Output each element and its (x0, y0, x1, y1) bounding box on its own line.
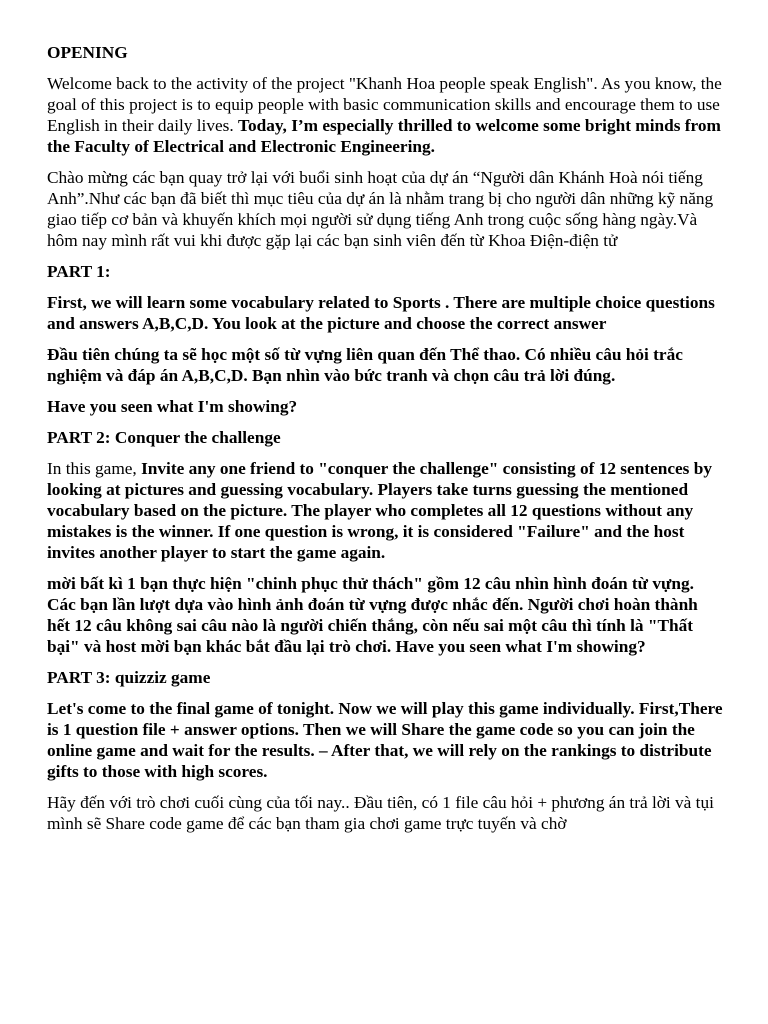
opening-intro-paragraph (47, 73, 725, 157)
part2-intro-bold-text: Invite any one friend to "conquer the challenge" consisting of 12 sentences by looking at pictures and guessing vocabulary. Players take turns guessing the mentioned vocabulary based on the picture. The player who completes all 12 questions without any mistakes is the winner. If one question is wrong, it is considered "Failure" and the host invites another player to start the game again. (47, 459, 712, 562)
opening-intro-bold-text: Today, I’m especially thrilled to welcome some bright minds from the Faculty of Electrical and Electronic Engineering. (47, 116, 721, 156)
part2-english-paragraph (47, 458, 725, 563)
opening-heading: OPENING (47, 43, 128, 62)
part1-vietnamese-paragraph: Đầu tiên chúng ta sẽ học một số từ vựng liên quan đến Thể thao. Có nhiều câu hỏi trắc nghiệm và đáp án A,B,C,D. Bạn nhìn vào bức tranh và chọn câu trả lời đúng. (47, 345, 683, 385)
part2-vietnamese-paragraph: mời bất kì 1 bạn thực hiện "chinh phục thử thách" gồm 12 câu nhìn hình đoán từ vựng. Các bạn lần lượt dựa vào hình ảnh đoán từ vựng được nhắc đến. Người chơi hoàn thành hết 12 câu không sai câu nào là người chiến thắng, còn nếu sai một câu thì tính là "Thất bại" và host mời bạn khác bắt đầu lại trò chơi. Have you seen what I'm showing? (47, 574, 698, 656)
part1-question: Have you seen what I'm showing? (47, 397, 298, 416)
opening-vietnamese-paragraph: Chào mừng các bạn quay trở lại với buổi sinh hoạt của dự án “Người dân Khánh Hoà nói tiếng Anh”.Như các bạn đã biết thì mục tiêu của dự án là nhằm trang bị cho người dân những kỹ năng giao tiếp cơ bản và khuyến khích mọi người sử dụng tiếng Anh trong cuộc sống hàng ngày.Và hôm nay mình rất vui khi được gặp lại các bạn sinh viên đến từ Khoa Điện-điện tử (47, 168, 714, 250)
part3-english-paragraph: Let's come to the final game of tonight. Now we will play this game individually. First,There is 1 question file + answer options. Then we will Share the game code so you can join the online game and wait for the results. – After that, we will rely on the rankings to distribute gifts to those with high scores. (47, 699, 723, 781)
document-page (47, 42, 725, 844)
part3-heading: PART 3: quizziz game (47, 668, 211, 687)
part1-english-paragraph: First, we will learn some vocabulary related to Sports . There are multiple choice questions and answers A,B,C,D. You look at the picture and choose the correct answer (47, 293, 715, 333)
part3-vietnamese-paragraph: Hãy đến với trò chơi cuối cùng của tối nay.. Đầu tiên, có 1 file câu hỏi + phương án trả lời và tụi mình sẽ Share code game để các bạn tham gia chơi game trực tuyến và chờ (47, 793, 714, 833)
part2-intro-text: In this game, (47, 459, 142, 478)
opening-intro-text: Welcome back to the activity of the project "Khanh Hoa people speak English". As you know, the goal of this project is to equip people with basic communication skills and encourage them to use English in their daily lives. (47, 74, 722, 135)
part2-heading: PART 2: Conquer the challenge (47, 428, 281, 447)
part1-heading: PART 1: (47, 262, 111, 281)
